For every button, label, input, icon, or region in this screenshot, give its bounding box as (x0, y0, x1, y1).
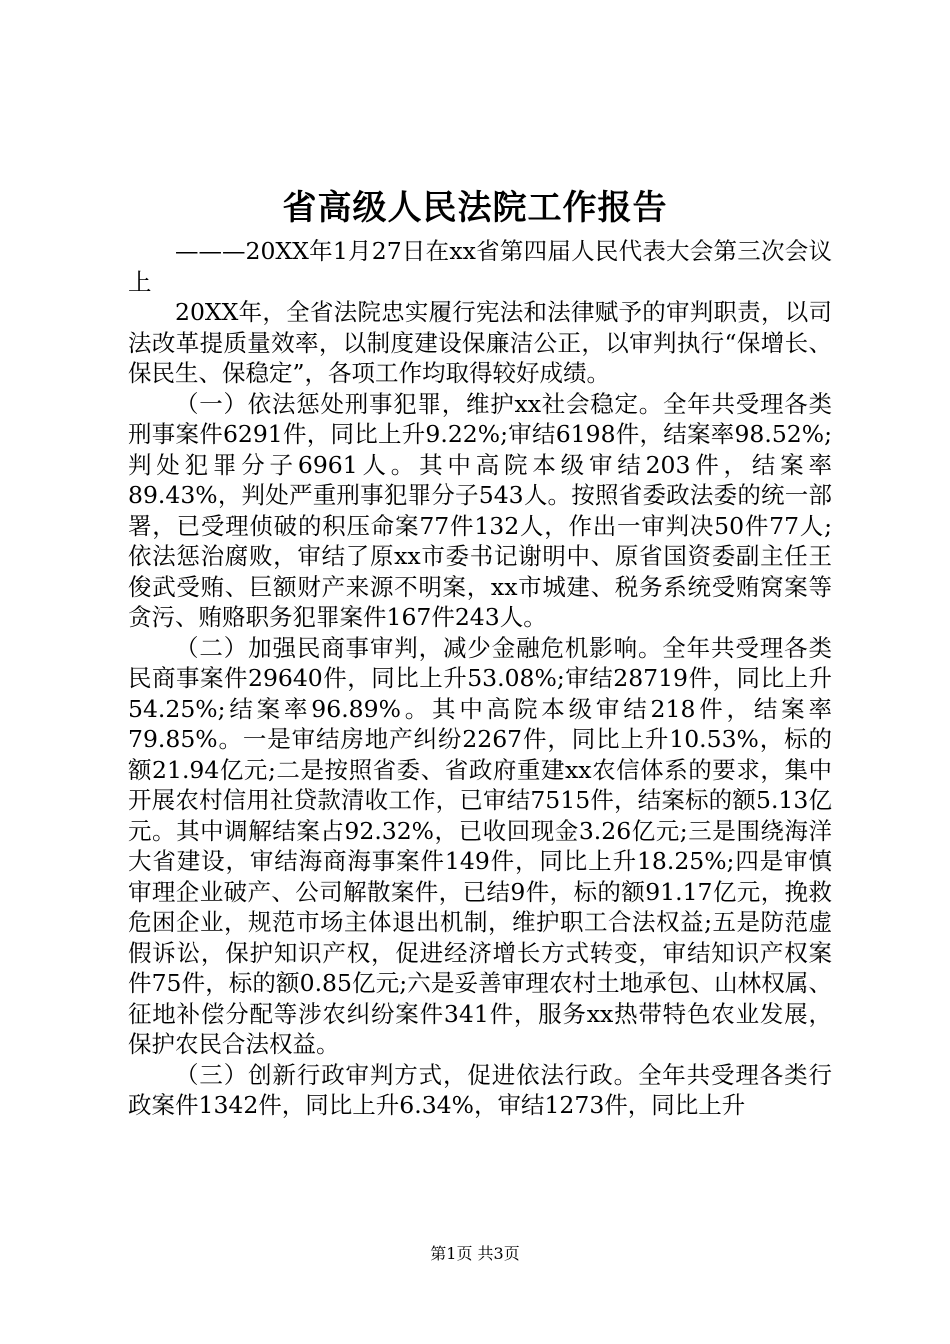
body-paragraph: （一）依法惩处刑事犯罪，维护xx社会稳定。全年共受理各类刑事案件6291件，同比上升9.22%;审结6198件，结案率98.52%;判处犯罪分子6961人。其中高院本级审结203件，结案率89.43%，判处严重刑事犯罪分子543人。按照省委政法委的统一部署，已受理侦破的积压命案77件132人，作出一审判决50件77人;依法惩治腐败，审结了原xx市委书记谢明中、原省国资委副主任王俊武受贿、巨额财产来源不明案，xx市城建、税务系统受贿窝案等贪污、贿赂职务犯罪案件167件243人。 (128, 389, 832, 631)
page-number-footer: 第1页 共3页 (430, 1244, 520, 1263)
body-paragraph: （三）创新行政审判方式，促进依法行政。全年共受理各类行政案件1342件，同比上升6.34%，审结1273件，同比上升 (128, 1060, 832, 1119)
document-title: 省高级人民法院工作报告 (282, 188, 668, 228)
document-body (128, 236, 832, 1121)
body-paragraph: 20XX年，全省法院忠实履行宪法和法律赋予的审判职责，以司法改革提质量效率，以制度建设保廉洁公正，以审判执行“保增长、保民生、保稳定”，各项工作均取得较好成绩。 (128, 298, 832, 387)
body-paragraph: （二）加强民商事审判，减少金融危机影响。全年共受理各类民商事案件29640件，同比上升53.08%;审结28719件，同比上升54.25%;结案率96.89%。其中高院本级审结218件，结案率79.85%。一是审结房地产纠纷2267件，同比上升10.53%，标的额21.94亿元;二是按照省委、省政府重建xx农信体系的要求，集中开展农村信用社贷款清收工作，已审结7515件，结案标的额5.13亿元。其中调解结案占92.32%，已收回现金3.26亿元;三是围绕海洋大省建设，审结海商海事案件149件，同比上升18.25%;四是审慎审理企业破产、公司解散案件，已结9件，标的额91.17亿元，挽救危困企业，规范市场主体退出机制，维护职工合法权益;五是防范虚假诉讼，保护知识产权，促进经济增长方式转变，审结知识产权案件75件，标的额0.85亿元;六是妥善审理农村土地承包、山林权属、征地补偿分配等涉农纠纷案件341件，服务xx热带特色农业发展，保护农民合法权益。 (128, 633, 832, 1058)
subtitle-paragraph: ———20XX年1月27日在xx省第四届人民代表大会第三次会议上 (128, 237, 832, 296)
